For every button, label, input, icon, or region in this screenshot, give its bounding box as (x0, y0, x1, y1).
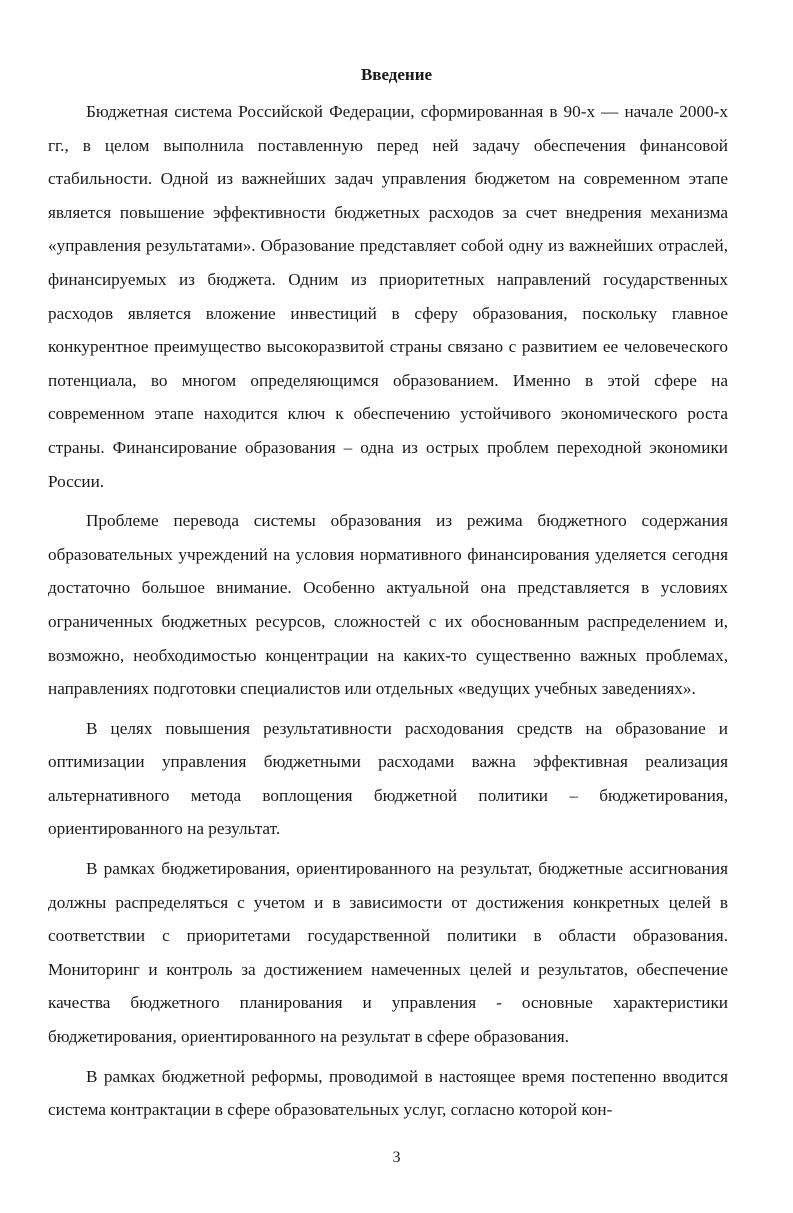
paragraph-5: В рамках бюджетной реформы, проводимой в настоящее время постепенно вводится система контрактации в сфере образовательных услуг, согласно которой кон- (48, 1066, 728, 1120)
paragraph-2: Проблеме перевода системы образования из режима бюджетного содержания образовательных учреждений на условия нормативного финансирования уделяется сегодня достаточно большое внимание. Особенно актуальной она представляется в условиях ограниченных бюджетных ресурсов, сложностей с их обоснованным распределением и, возможно, необходимостью концентрации на каких-то существенно важных проблемах, направлениях подготовки специалистов или отдельных «ведущих учебных заведениях». (48, 511, 728, 699)
section-title: Введение (360, 65, 433, 84)
paragraph-1: Бюджетная система Российской Федерации, сформированная в 90-х — начале 2000-х гг., в целом выполнила поставленную перед ней задачу обеспечения финансовой стабильности. Одной из важнейших задач управления бюджетом на современном этапе является повышение эффективности бюджетных расходов за счет внедрения механизма «управления результатами». Образование представляет собой одну из важнейших отраслей, финансируемых из бюджета. Одним из приоритетных направлений государственных расходов является вложение инвестиций в сферу образования, поскольку главное конкурентное преимущество высокоразвитой страны связано с развитием ее человеческого потенциала, во многом определяющимся образованием. Именно в этой сфере на современном этапе находится ключ к обеспечению устойчивого экономического роста страны. Финансирование образования – одна из острых проблем переходной экономики России. (48, 102, 728, 491)
paragraph-4: В рамках бюджетирования, ориентированного на результат, бюджетные ассигнования должны распределяться с учетом и в зависимости от достижения конкретных целей в соответствии с приоритетами государственной политики в области образования. Мониторинг и контроль за достижением намеченных целей и результатов, обеспечение качества бюджетного планирования и управления - основные характеристики бюджетирования, ориентированного на результат в сфере образования. (48, 859, 728, 1047)
paragraph-3: В целях повышения результативности расходования средств на образование и оптимизации управления бюджетными расходами важна эффективная реализация альтернативного метода воплощения бюджетной политики – бюджетирования, ориентированного на результат. (48, 718, 728, 839)
body-text (48, 95, 728, 1127)
page-number: 3 (392, 1149, 401, 1166)
